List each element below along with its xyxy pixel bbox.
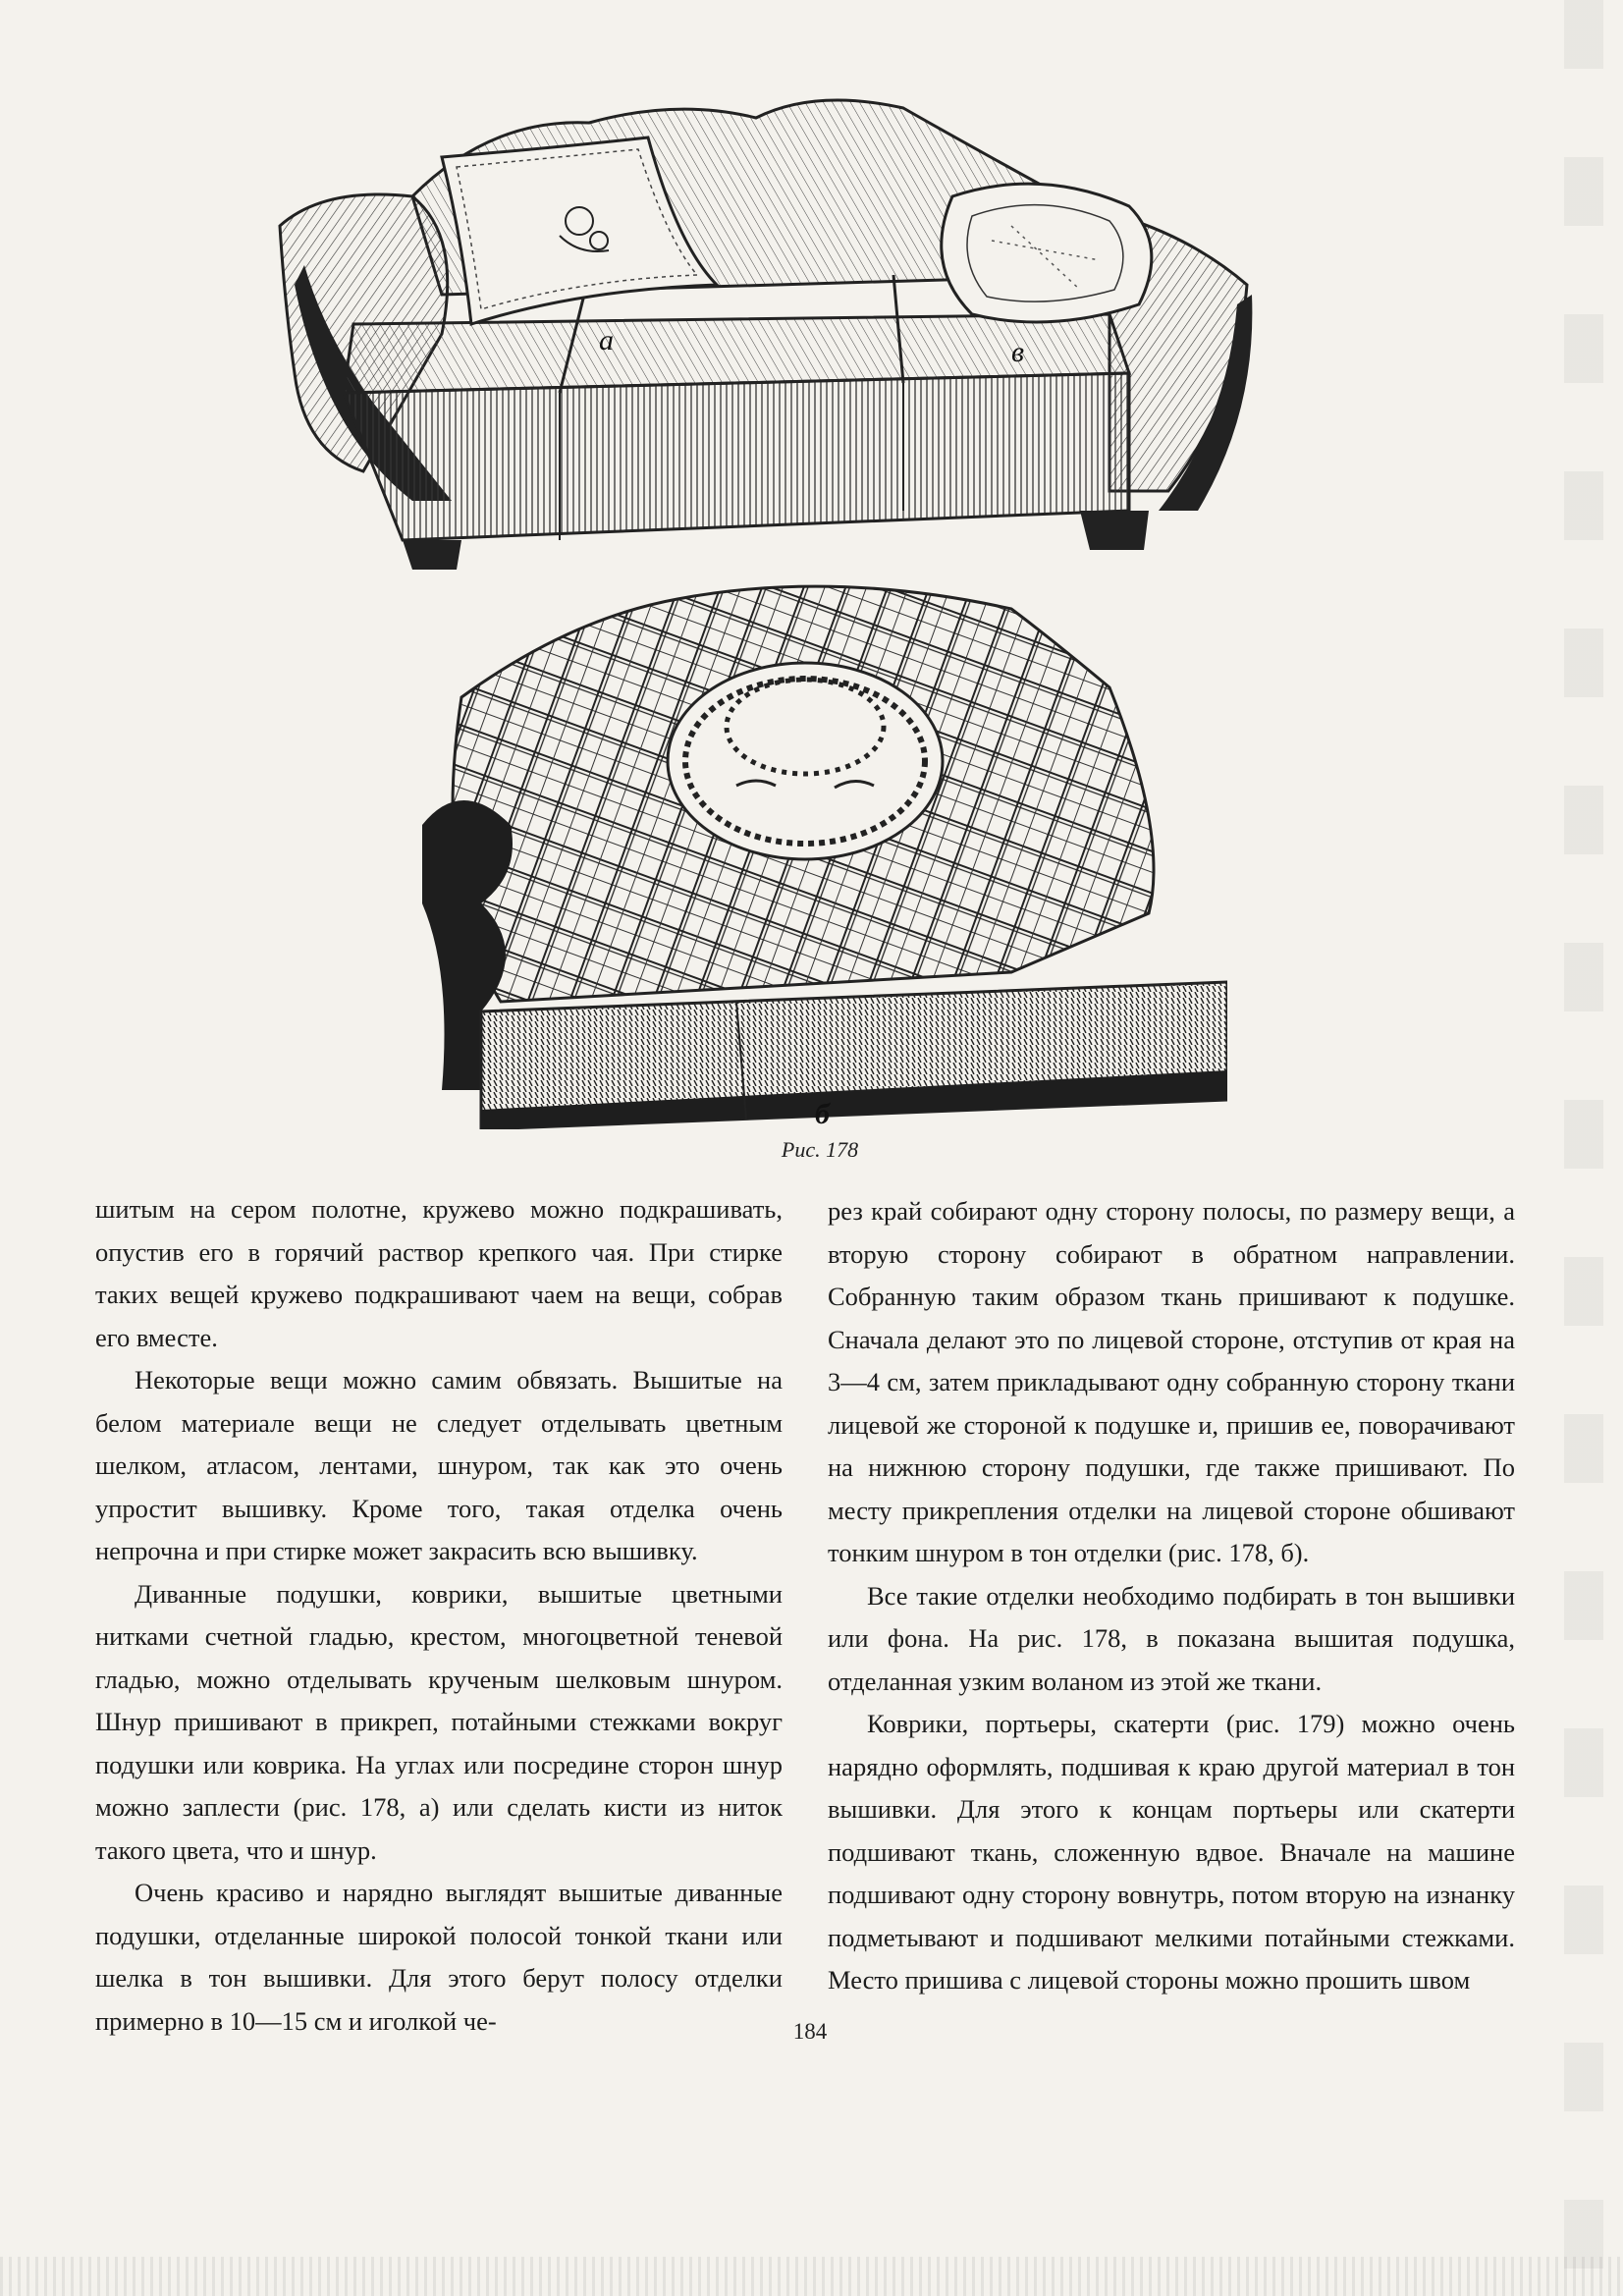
paragraph: Некоторые вещи можно самим обвязать. Вышитые на белом материале вещи не следует отделывать цветным шелком, атласом, лентами, шнуром, так как это очень упростит вышивку. Кроме того, такая отделка очень непрочна и при стирке может закрасить всю вышивку. — [95, 1365, 783, 1565]
paragraph: Все такие отделки необходимо подбирать в тон вышивки или фона. На рис. 178, в показана вышитая подушка, отделанная узким воланом из этой же ткани. — [828, 1580, 1515, 1696]
figure-caption: Рис. 178 — [781, 1137, 859, 1162]
figure-label-v: в — [1011, 336, 1025, 368]
paragraph: Коврики, портьеры, скатерти (рис. 179) можно очень нарядно оформлять, подшивая к краю другой материал в тон вышивки. Для этого к концам портьеры или скатерти подшивают ткань, сложенную вдвое. Вначале на машине подшивают одну сторону вовнутрь, потом вторую на изнанку подметывают и подшивают мелкими потайными стежками. Место пришива с лицевой стороны можно прошить швом — [828, 1709, 1515, 1995]
figure-label-b: б — [815, 1098, 830, 1130]
paragraph: Очень красиво и нарядно выглядят вышитые диванные подушки, отделанные широкой полосой тонкой ткани или шелка в тон вышивки. Для этого берут полосу отделки примерно в 10—15 см и иголкой че- — [95, 1878, 783, 2036]
text-column-left — [95, 1188, 783, 2043]
pillow-illustration — [422, 579, 1227, 1129]
page-number: 184 — [792, 2019, 828, 2044]
scan-edge-artifact — [1564, 0, 1603, 2296]
scan-bottom-artifact — [0, 2257, 1623, 2296]
paragraph: Диванные подушки, коврики, вышитые цветными нитками счетной гладью, крестом, многоцветной теневой гладью, можно отделывать крученым шелковым шнуром. Шнур пришивают в прикреп, потайными стежками вокруг подушки или коврика. На углах или посредине сторон шнур можно заплести (рис. 178, а) или сделать кисти из ниток такого цвета, что и шнур. — [95, 1578, 783, 1865]
paragraph: рез край собирают одну сторону полосы, по размеру вещи, а вторую сторону собирают в обратном направлении. Собранную таким образом ткань пришивают к подушке. Сначала делают это по лицевой стороне, отступив от края на 3—4 см, затем прикладывают одну собранную сторону ткани лицевой же стороной к подушке и, пришив ее, поворачивают на нижнюю сторону подушки, где также пришивают. По месту прикрепления отделки на лицевой стороне обшивают тонким шнуром в тон отделки (рис. 178, б). — [828, 1196, 1515, 1567]
text-column-right — [828, 1190, 1515, 2002]
figure-label-a: а — [599, 324, 614, 356]
sofa-illustration — [265, 79, 1345, 589]
sofa-drawing — [265, 79, 1345, 589]
pillow-drawing — [422, 579, 1227, 1129]
paragraph: шитым на сером полотне, кружево можно подкрашивать, опустив его в горячий раствор крепкого чая. При стирке таких вещей кружево подкрашивают чаем на вещи, собрав его вместе. — [95, 1194, 783, 1352]
